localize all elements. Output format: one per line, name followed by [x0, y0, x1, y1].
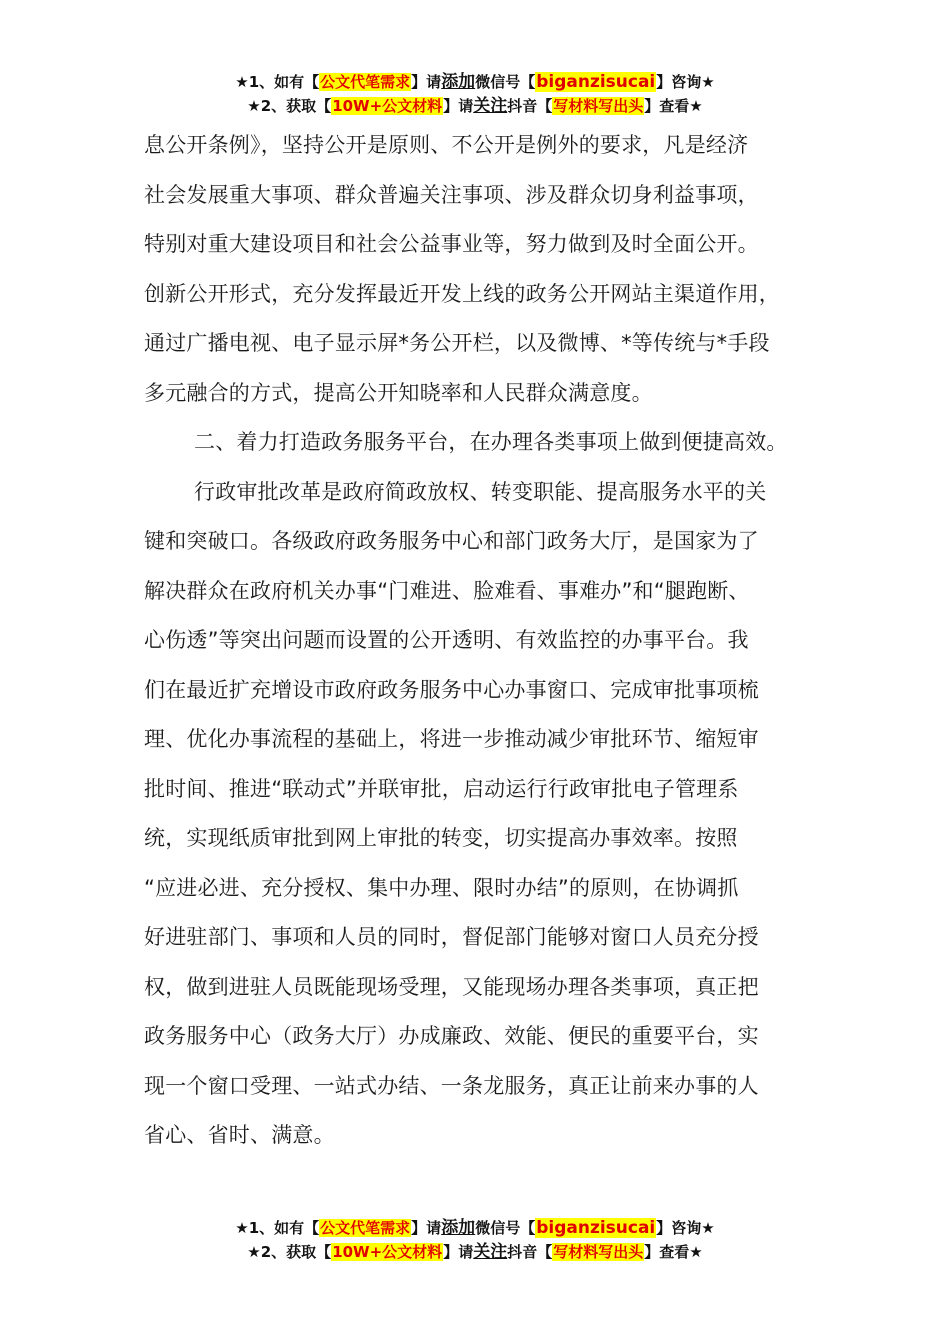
- banner-text: ★2、获取【: [247, 1243, 332, 1261]
- document-body: [144, 121, 824, 1161]
- section-heading: [144, 418, 824, 468]
- text-line: 息公开条例》，坚持公开是原则、不公开是例外的要求，凡是经济: [144, 133, 749, 157]
- banner-highlight: 写材料写出头: [553, 1243, 644, 1261]
- text-line: 好进驻部门、事项和人员的同时，督促部门能够对窗口人员充分授: [144, 925, 759, 949]
- banner-highlight: 10W+公文材料: [332, 97, 443, 115]
- text-line: 行政审批改革是政府简政放权、转变职能、提高服务水平的关: [194, 479, 767, 504]
- text-line: 批时间、推进“联动式”并联审批，启动运行行政审批电子管理系: [144, 776, 739, 801]
- banner-line-2: [0, 94, 950, 118]
- banner-line-1: [0, 1216, 950, 1240]
- text-line: 社会发展重大事项、群众普遍关注事项、涉及群众切身利益事项，: [144, 182, 759, 207]
- banner-text: 】咨询★: [656, 73, 715, 91]
- paragraph-1: [144, 121, 824, 418]
- header-banner: [0, 70, 950, 118]
- text-line: 政务服务中心（政务大厅）办成廉政、效能、便民的重要平台，实: [144, 1024, 759, 1048]
- text-line: 们在最近扩充增设市政府政务服务中心办事窗口、完成审批事项梳: [144, 677, 759, 702]
- text-line: 省心、省时、满意。: [144, 1123, 335, 1147]
- text-line: 统，实现纸质审批到网上审批的转变，切实提高办事效率。按照: [144, 826, 738, 850]
- banner-text: ★2、获取【: [247, 97, 332, 115]
- heading-text: 二、着力打造政务服务平台，在办理各类事项上做到便捷高效。: [194, 430, 788, 454]
- text-line: “应进必进、充分授权、集中办理、限时办结”的原则，在协调抓: [144, 875, 739, 900]
- banner-line-1: [0, 70, 950, 94]
- banner-text: 】请: [411, 73, 442, 91]
- text-line: 通过广播电视、电子显示屏*务公开栏，以及微博、*等传统与*手段: [144, 331, 770, 355]
- paragraph-2: [144, 468, 824, 518]
- text-line: 心伤透”等突出问题而设置的公开透明、有效监控的办事平台。我: [144, 628, 749, 652]
- text-line: 多元融合的方式，提高公开知晓率和人民群众满意度。: [144, 380, 653, 405]
- banner-underline: 添加: [441, 72, 476, 92]
- banner-highlight: 公文代笔需求: [320, 73, 411, 91]
- banner-underline: 关注: [473, 96, 508, 116]
- text-line: 特别对重大建设项目和社会公益事业等，努力做到及时全面公开。: [144, 232, 759, 256]
- text-line: 权，做到进驻人员既能现场受理，又能现场办理各类事项，真正把: [144, 974, 759, 999]
- banner-underline: 关注: [473, 1242, 508, 1262]
- banner-text: 抖音【: [507, 1243, 553, 1261]
- banner-text: 】请: [443, 97, 474, 115]
- banner-text: ★1、如有【: [235, 73, 320, 91]
- banner-text: 微信号【: [475, 1219, 536, 1237]
- banner-text: 微信号【: [475, 73, 536, 91]
- banner-highlight: biganzisucai: [536, 1218, 656, 1238]
- banner-text: 】咨询★: [656, 1219, 715, 1237]
- text-line: 创新公开形式，充分发挥最近开发上线的政务公开网站主渠道作用，: [144, 281, 780, 306]
- banner-highlight: 写材料写出头: [553, 97, 644, 115]
- banner-text: 】查看★: [644, 1243, 703, 1261]
- banner-highlight: 10W+公文材料: [332, 1243, 443, 1261]
- banner-text: 】请: [443, 1243, 474, 1261]
- banner-highlight: biganzisucai: [536, 72, 656, 92]
- text-line: 理、优化办事流程的基础上，将进一步推动减少审批环节、缩短审: [144, 727, 759, 751]
- banner-highlight: 公文代笔需求: [320, 1219, 411, 1237]
- text-line: 键和突破口。各级政府政务服务中心和部门政务大厅，是国家为了: [144, 529, 759, 553]
- text-line: 现一个窗口受理、一站式办结、一条龙服务，真正让前来办事的人: [144, 1073, 759, 1098]
- text-line: 解决群众在政府机关办事“门难进、脸难看、事难办”和“腿跑断、: [144, 578, 750, 603]
- banner-text: ★1、如有【: [235, 1219, 320, 1237]
- footer-banner: [0, 1216, 950, 1264]
- banner-text: 】请: [411, 1219, 442, 1237]
- paragraph-2-cont: [144, 517, 824, 1161]
- banner-underline: 添加: [441, 1218, 476, 1238]
- banner-text: 】查看★: [644, 97, 703, 115]
- banner-line-2: [0, 1240, 950, 1264]
- banner-text: 抖音【: [507, 97, 553, 115]
